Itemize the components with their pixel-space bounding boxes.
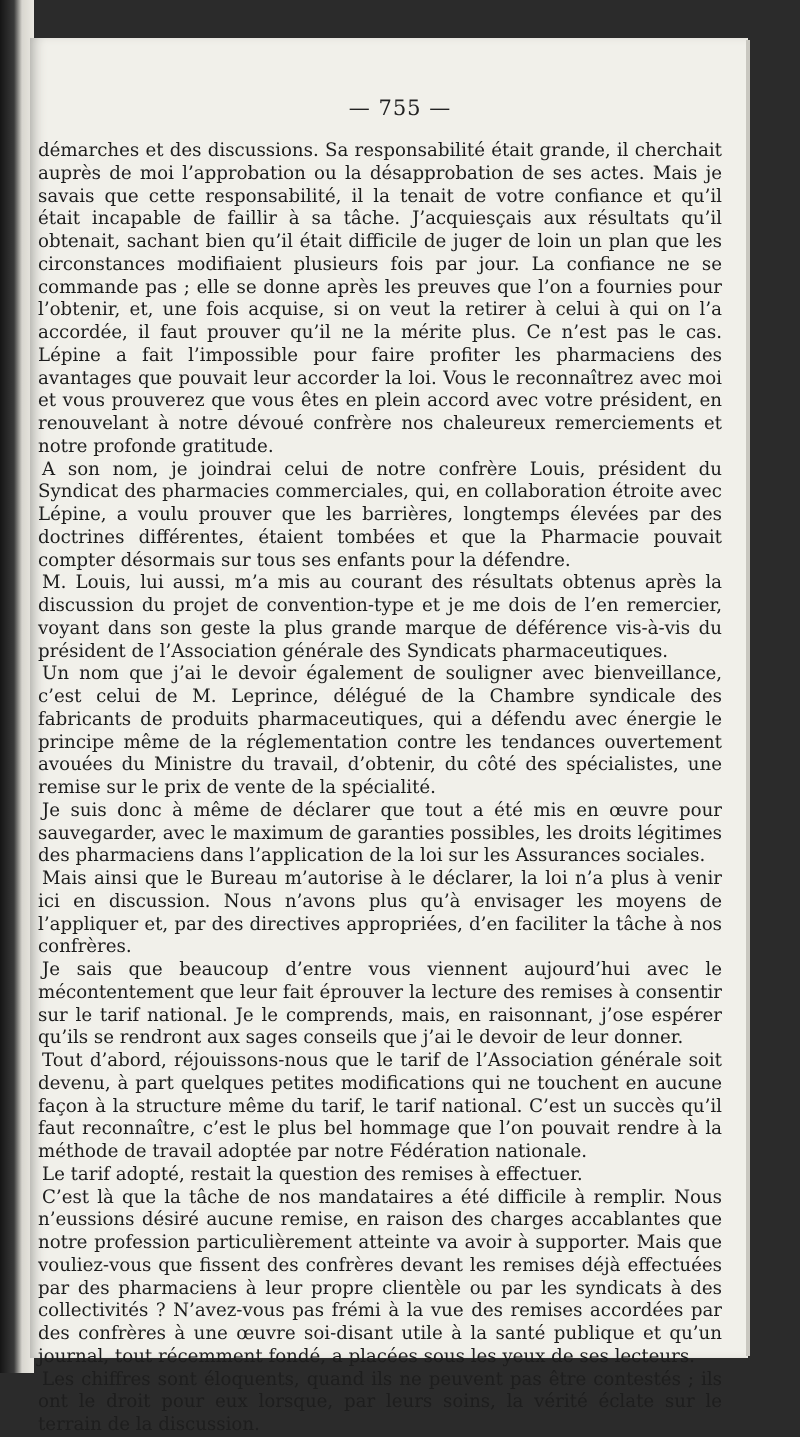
paragraph-10: C’est là que la tâche de nos mandataires a été difficile à remplir. Nous n’eussions désiré aucune remise, en raison des charges accablantes que notre profession particulièrement atteinte va avoir à supporter. Mais que vouliez-vous que fissent des confrères devant les remises déjà effectuées par des pharmaciens à leur propre clientèle ou par les syndicats à des collectivités ? N’avez-vous pas frémi à la vue des remises accordées par des confrères à une œuvre soi-disant utile à la santé publique et qu’un journal, tout récemment fondé, a placées sous les yeux de ses lecteurs. [38,1186,722,1367]
body-text [38,140,722,1437]
book-gutter [0,0,34,1373]
paragraph-1: démarches et des discussions. Sa responsabilité était grande, il cherchait auprès de moi l’approbation ou la désapprobation de ses actes. Mais je savais que cette responsabilité, il la tenait de votre confiance et qu’il était incapable de faillir à sa tâche. J’acquiesçais aux résultats qu’il obtenait, sachant bien qu’il était difficile de juger de loin un plan que les circonstances modifiaient plusieurs fois par jour. La confiance ne se commande pas ; elle se donne après les preuves que l’on a fournies pour l’obtenir, et, une fois acquise, si on veut la retirer à celui à qui on l’a accordée, il faut prouver qu’il ne la mérite plus. Ce n’est pas le cas. Lépine a fait l’impossible pour faire profiter les pharmaciens des avantages que pouvait leur accorder la loi. Vous le reconnaîtrez avec moi et vous prouverez que vous êtes en plein accord avec votre président, en renouvelant à notre dévoué confrère nos chaleureux remerciements et notre profonde gratitude. [38,140,722,457]
paragraph-2: A son nom, je joindrai celui de notre confrère Louis, président du Syndicat des pharmacies commerciales, qui, en collaboration étroite avec Lépine, a voulu prouver que les barrières, longtemps élevées par des doctrines différentes, étaient tombées et que la Pharmacie pouvait compter désormais sur tous ses enfants pour la défendre. [38,458,722,571]
paragraph-7: Je sais que beaucoup d’entre vous viennent aujourd’hui avec le mécontentement que leur fait éprouver la lecture des remises à consentir sur le tarif national. Je le comprends, mais, en raisonnant, j’ose espérer qu’ils se rendront aux sages conseils que j’ai le devoir de leur donner. [38,959,722,1049]
paragraph-8: Tout d’abord, réjouissons-nous que le tarif de l’Association générale soit devenu, à part quelques petites modifications qui ne touchent en aucune façon à la structure même du tarif, le tarif national. C’est un succès qu’il faut reconnaître, c’est le plus bel hommage que l’on pouvait rendre à la méthode de travail adoptée par notre Fédération nationale. [38,1050,722,1162]
paragraph-9: Le tarif adopté, restait la question des remises à effectuer. [42,1163,583,1185]
page-edge [746,40,750,1356]
paragraph-4: Un nom que j’ai le devoir également de souligner avec bienveillance, c’est celui de M. Leprince, délégué de la Chambre syndicale des fabricants de produits pharmaceutiques, qui a défendu avec énergie le principe même de la réglementation contre les tendances ouvertement avouées du Ministre du travail, d’obtenir, du côté des spécialistes, une remise sur le prix de vente de la spécialité. [38,663,722,798]
paragraph-3: M. Louis, lui aussi, m’a mis au courant des résultats obtenus après la discussion du projet de convention-type et je me dois de l’en remercier, voyant dans son geste la plus grande marque de déférence vis-à-vis du président de l’Association générale des Syndicats pharmaceutiques. [38,572,722,662]
page-number: — 755 — [348,96,452,120]
paragraph-5: Je suis donc à même de déclarer que tout a été mis en œuvre pour sauvegarder, avec le maximum de garanties possibles, les droits légitimes des pharmaciens dans l’application de la loi sur les Assurances sociales. [38,799,722,867]
paragraph-6: Mais ainsi que le Bureau m’autorise à le déclarer, la loi n’a plus à venir ici en discussion. Nous n’avons plus qu’à envisager les moyens de l’appliquer et, par des directives appropriées, d’en faciliter la tâche à nos confrères. [38,868,722,958]
paragraph-11: Les chiffres sont éloquents, quand ils ne peuvent pas être contestés ; ils ont le droit pour eux lorsque, par leurs soins, la vérité éclate sur le terrain de la discussion. [38,1368,722,1435]
